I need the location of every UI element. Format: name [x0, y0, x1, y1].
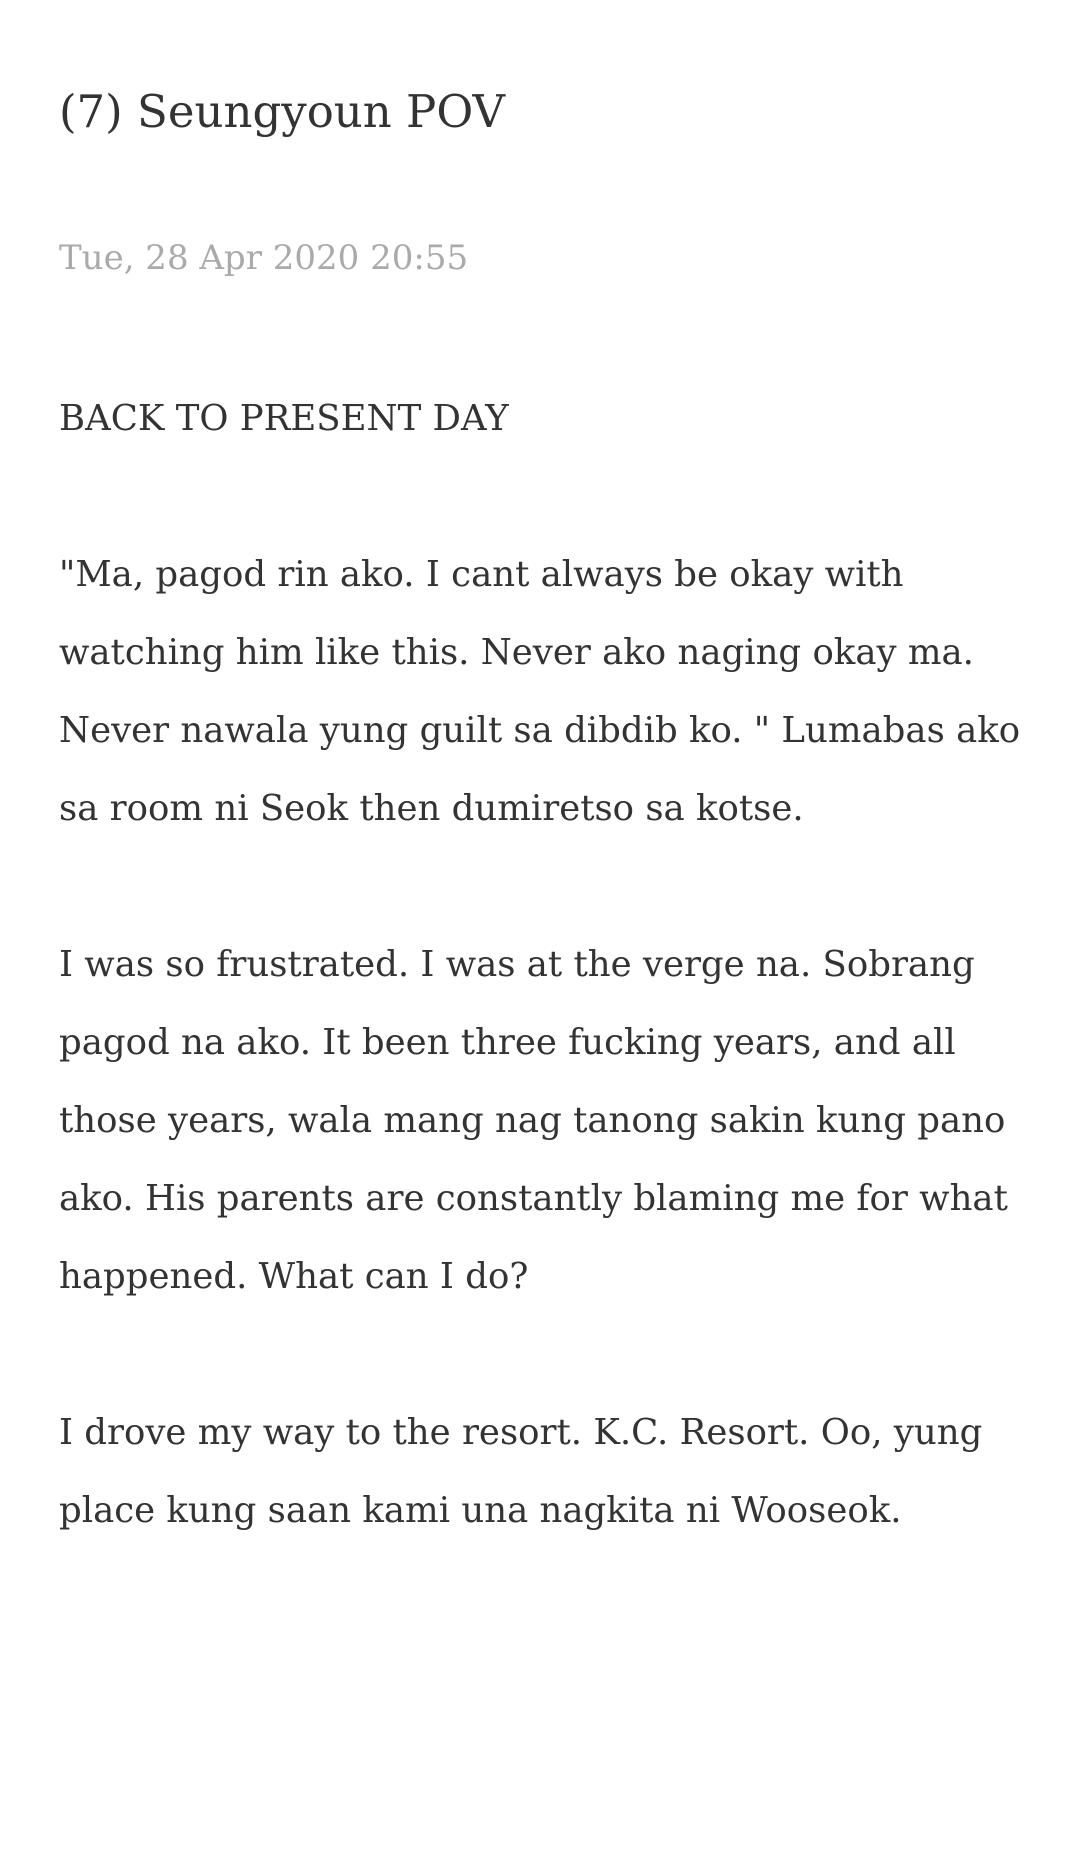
- article-body: [59, 380, 1029, 1628]
- paragraph: I drove my way to the resort. K.C. Resort. Oo, yung place kung saan kami una nagkita ni Wooseok.: [59, 1412, 983, 1531]
- publish-date: Tue, 28 Apr 2020 20:55: [59, 238, 469, 278]
- article-title: (7) Seungyoun POV: [59, 85, 505, 138]
- paragraph-section-heading: BACK TO PRESENT DAY: [59, 398, 509, 439]
- paragraph: "Ma, pagod rin ako. I cant always be okay with watching him like this. Never ako naging okay ma. Never nawala yung guilt sa dibdib ko. " Lumabas ako sa room ni Seok then dumiretso sa kotse.: [59, 554, 1021, 829]
- paragraph: I was so frustrated. I was at the verge na. Sobrang pagod na ako. It been three fucking years, and all those years, wala mang nag tanong sakin kung pano ako. His parents are constantly blaming me for what happened. What can I do?: [59, 944, 1008, 1297]
